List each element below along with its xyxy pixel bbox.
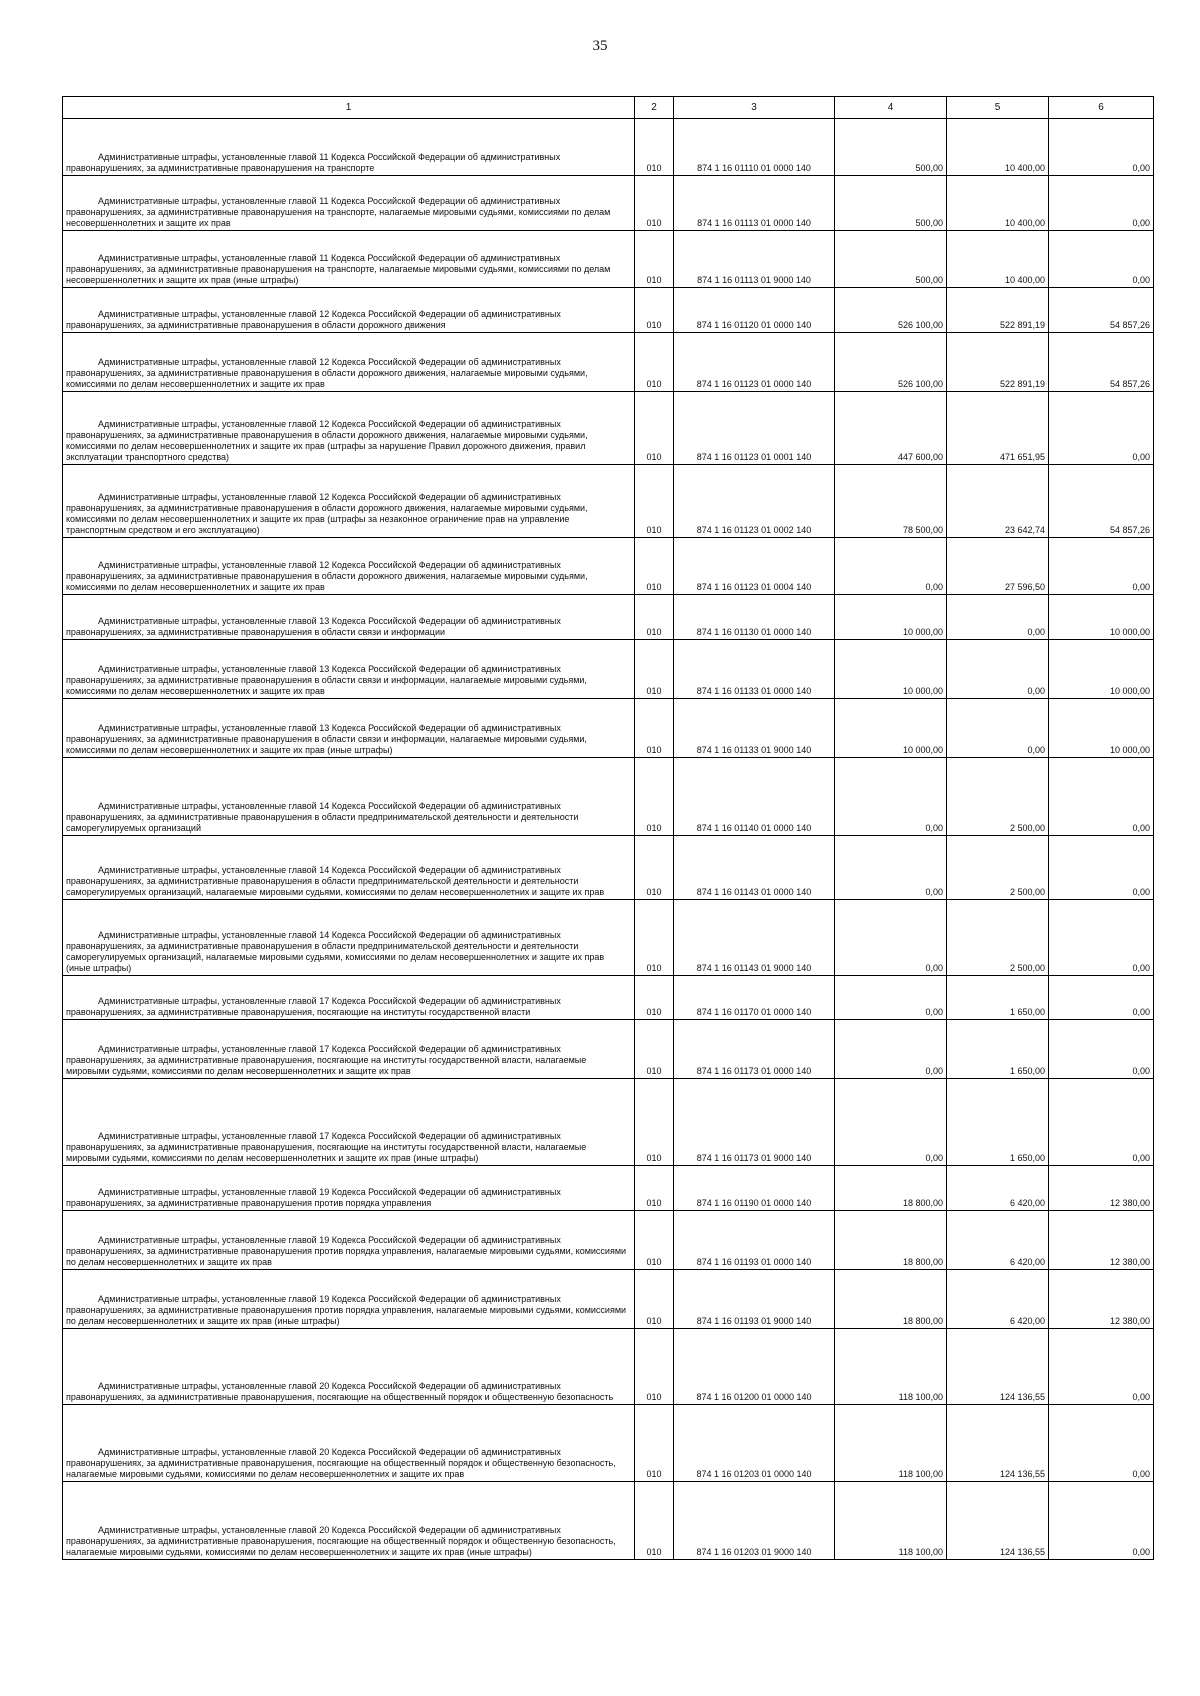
amount-col4-cell: 526 100,00 — [835, 333, 947, 392]
description-text: Административные штрафы, установленные главой 14 Кодекса Российской Федерации об административных правонарушениях, за административные правонарушения в области предпринимательской деятельности и деятельности саморегулируемых организаций — [66, 801, 579, 833]
amount-col5-cell: 0,00 — [947, 640, 1049, 699]
table-row — [63, 288, 1154, 333]
description-cell — [63, 333, 635, 392]
column-header-4: 4 — [835, 97, 947, 119]
table-row — [63, 900, 1154, 976]
description-text: Административные штрафы, установленные главой 12 Кодекса Российской Федерации об административных правонарушениях, за административные правонарушения в области дорожного движения, налагаемые мировыми судьями, комиссиями по делам несовершеннолетних и защите их прав — [66, 357, 588, 389]
amount-col4-cell: 0,00 — [835, 538, 947, 595]
amount-col6-cell: 54 857,26 — [1049, 333, 1154, 392]
amount-col5-cell: 124 136,55 — [947, 1482, 1049, 1560]
amount-col5-cell: 522 891,19 — [947, 288, 1049, 333]
amount-col4-cell: 118 100,00 — [835, 1329, 947, 1405]
budget-code-cell: 874 1 16 01133 01 9000 140 — [674, 699, 835, 758]
budget-code-cell: 874 1 16 01170 01 0000 140 — [674, 976, 835, 1020]
amount-col5-cell: 6 420,00 — [947, 1166, 1049, 1211]
description-cell — [63, 1020, 635, 1079]
description-text: Административные штрафы, установленные главой 20 Кодекса Российской Федерации об административных правонарушениях, за административные правонарушения, посягающие на общественный порядок и общественную безопасность, налагаемые мировыми судьями, комиссиями по делам несовершеннолетних и защите их прав (иные штрафы) — [66, 1525, 616, 1557]
amount-col4-cell: 18 800,00 — [835, 1166, 947, 1211]
description-text: Административные штрафы, установленные главой 14 Кодекса Российской Федерации об административных правонарушениях, за административные правонарушения в области предпринимательской деятельности и деятельности саморегулируемых организаций, налагаемые мировыми судьями, комиссиями по делам несовершеннолетних и защите их прав — [66, 865, 605, 897]
amount-col6-cell: 0,00 — [1049, 176, 1154, 231]
table-row — [63, 465, 1154, 538]
amount-col4-cell: 0,00 — [835, 836, 947, 900]
column-header-1: 1 — [63, 97, 635, 119]
description-text: Административные штрафы, установленные главой 17 Кодекса Российской Федерации об административных правонарушениях, за административные правонарушения, посягающие на институты государственной власти — [66, 996, 561, 1017]
amount-col5-cell: 6 420,00 — [947, 1211, 1049, 1270]
amount-col4-cell: 10 000,00 — [835, 699, 947, 758]
table-row — [63, 758, 1154, 836]
table-row — [63, 1270, 1154, 1329]
table-row — [63, 176, 1154, 231]
line-code-cell: 010 — [635, 640, 674, 699]
amount-col6-cell: 0,00 — [1049, 231, 1154, 288]
description-text: Административные штрафы, установленные главой 20 Кодекса Российской Федерации об административных правонарушениях, за административные правонарушения, посягающие на общественный порядок и общественную безопасность — [66, 1381, 614, 1402]
amount-col6-cell: 0,00 — [1049, 392, 1154, 465]
amount-col5-cell: 6 420,00 — [947, 1270, 1049, 1329]
budget-code-cell: 874 1 16 01130 01 0000 140 — [674, 595, 835, 640]
amount-col4-cell: 10 000,00 — [835, 640, 947, 699]
description-text: Административные штрафы, установленные главой 14 Кодекса Российской Федерации об административных правонарушениях, за административные правонарушения в области предпринимательской деятельности и деятельности саморегулируемых организаций, налагаемые мировыми судьями, комиссиями по делам несовершеннолетних и защите их прав (иные штрафы) — [66, 930, 605, 973]
line-code-cell: 010 — [635, 900, 674, 976]
description-text: Административные штрафы, установленные главой 13 Кодекса Российской Федерации об административных правонарушениях, за административные правонарушения в области связи и информации, налагаемые мировыми судьями, комиссиями по делам несовершеннолетних и защите их прав — [66, 664, 587, 696]
budget-code-cell: 874 1 16 01133 01 0000 140 — [674, 640, 835, 699]
table-row — [63, 538, 1154, 595]
amount-col4-cell: 500,00 — [835, 231, 947, 288]
amount-col4-cell: 0,00 — [835, 976, 947, 1020]
amount-col6-cell: 10 000,00 — [1049, 595, 1154, 640]
description-cell — [63, 1211, 635, 1270]
amount-col6-cell: 10 000,00 — [1049, 640, 1154, 699]
table-row — [63, 119, 1154, 176]
line-code-cell: 010 — [635, 699, 674, 758]
amount-col5-cell: 0,00 — [947, 595, 1049, 640]
amount-col6-cell: 10 000,00 — [1049, 699, 1154, 758]
line-code-cell: 010 — [635, 538, 674, 595]
line-code-cell: 010 — [635, 1020, 674, 1079]
description-text: Административные штрафы, установленные главой 17 Кодекса Российской Федерации об административных правонарушениях, за административные правонарушения, посягающие на институты государственной власти, налагаемые мировыми судьями, комиссиями по делам несовершеннолетних и защите их прав (иные штрафы) — [66, 1131, 587, 1163]
amount-col6-cell: 12 380,00 — [1049, 1211, 1154, 1270]
budget-code-cell: 874 1 16 01200 01 0000 140 — [674, 1329, 835, 1405]
description-cell — [63, 1270, 635, 1329]
line-code-cell: 010 — [635, 288, 674, 333]
amount-col6-cell: 0,00 — [1049, 1482, 1154, 1560]
amount-col6-cell: 54 857,26 — [1049, 465, 1154, 538]
amount-col6-cell: 12 380,00 — [1049, 1166, 1154, 1211]
budget-code-cell: 874 1 16 01193 01 9000 140 — [674, 1270, 835, 1329]
description-text: Административные штрафы, установленные главой 20 Кодекса Российской Федерации об административных правонарушениях, за административные правонарушения, посягающие на общественный порядок и общественную безопасность, налагаемые мировыми судьями, комиссиями по делам несовершеннолетних и защите их прав — [66, 1447, 616, 1479]
amount-col6-cell: 0,00 — [1049, 119, 1154, 176]
column-header-2: 2 — [635, 97, 674, 119]
description-text: Административные штрафы, установленные главой 12 Кодекса Российской Федерации об административных правонарушениях, за административные правонарушения в области дорожного движения, налагаемые мировыми судьями, комиссиями по делам несовершеннолетних и защите их прав — [66, 560, 588, 592]
description-cell — [63, 976, 635, 1020]
description-cell — [63, 1079, 635, 1166]
description-cell — [63, 1405, 635, 1482]
budget-code-cell: 874 1 16 01190 01 0000 140 — [674, 1166, 835, 1211]
amount-col4-cell: 0,00 — [835, 758, 947, 836]
description-text: Административные штрафы, установленные главой 13 Кодекса Российской Федерации об административных правонарушениях, за административные правонарушения в области связи и информации, налагаемые мировыми судьями, комиссиями по делам несовершеннолетних и защите их прав (иные штрафы) — [66, 723, 587, 755]
table-row — [63, 1020, 1154, 1079]
description-cell — [63, 595, 635, 640]
amount-col5-cell: 522 891,19 — [947, 333, 1049, 392]
description-text: Административные штрафы, установленные главой 11 Кодекса Российской Федерации об административных правонарушениях, за административные правонарушения на транспорте — [66, 152, 561, 173]
table-row — [63, 699, 1154, 758]
amount-col6-cell: 0,00 — [1049, 1020, 1154, 1079]
description-cell — [63, 1482, 635, 1560]
budget-code-cell: 874 1 16 01113 01 0000 140 — [674, 176, 835, 231]
report-table-body — [63, 97, 1154, 1560]
amount-col5-cell: 0,00 — [947, 699, 1049, 758]
amount-col6-cell: 0,00 — [1049, 976, 1154, 1020]
description-cell — [63, 1329, 635, 1405]
budget-code-cell: 874 1 16 01123 01 0001 140 — [674, 392, 835, 465]
amount-col6-cell: 0,00 — [1049, 1079, 1154, 1166]
table-row — [63, 976, 1154, 1020]
amount-col5-cell: 10 400,00 — [947, 176, 1049, 231]
amount-col5-cell: 1 650,00 — [947, 1020, 1049, 1079]
description-text: Административные штрафы, установленные главой 19 Кодекса Российской Федерации об административных правонарушениях, за административные правонарушения против порядка управления, налагаемые мировыми судьями, комиссиями по делам несовершеннолетних и защите их прав (иные штрафы) — [66, 1294, 627, 1326]
table-row — [63, 595, 1154, 640]
amount-col5-cell: 2 500,00 — [947, 900, 1049, 976]
page-number: 35 — [592, 38, 608, 54]
description-cell — [63, 640, 635, 699]
line-code-cell: 010 — [635, 119, 674, 176]
amount-col4-cell: 447 600,00 — [835, 392, 947, 465]
amount-col5-cell: 23 642,74 — [947, 465, 1049, 538]
amount-col4-cell: 0,00 — [835, 1079, 947, 1166]
budget-code-cell: 874 1 16 01123 01 0002 140 — [674, 465, 835, 538]
budget-code-cell: 874 1 16 01143 01 0000 140 — [674, 836, 835, 900]
amount-col6-cell: 0,00 — [1049, 1405, 1154, 1482]
line-code-cell: 010 — [635, 176, 674, 231]
amount-col4-cell: 18 800,00 — [835, 1270, 947, 1329]
description-cell — [63, 699, 635, 758]
line-code-cell: 010 — [635, 333, 674, 392]
line-code-cell: 010 — [635, 758, 674, 836]
column-header-6: 6 — [1049, 97, 1154, 119]
table-row — [63, 836, 1154, 900]
budget-code-cell: 874 1 16 01123 01 0004 140 — [674, 538, 835, 595]
line-code-cell: 010 — [635, 1211, 674, 1270]
amount-col6-cell: 0,00 — [1049, 836, 1154, 900]
description-cell — [63, 900, 635, 976]
amount-col5-cell: 10 400,00 — [947, 119, 1049, 176]
budget-code-cell: 874 1 16 01203 01 0000 140 — [674, 1405, 835, 1482]
line-code-cell: 010 — [635, 976, 674, 1020]
table-row — [63, 1079, 1154, 1166]
description-text: Административные штрафы, установленные главой 12 Кодекса Российской Федерации об административных правонарушениях, за административные правонарушения в области дорожного движения, налагаемые мировыми судьями, комиссиями по делам несовершеннолетних и защите их прав (штрафы за нарушение Правил дорожного движения, правил эксплуатации транспортного средства) — [66, 419, 588, 462]
line-code-cell: 010 — [635, 1482, 674, 1560]
description-text: Административные штрафы, установленные главой 19 Кодекса Российской Федерации об административных правонарушениях, за административные правонарушения против порядка управления, налагаемые мировыми судьями, комиссиями по делам несовершеннолетних и защите их прав — [66, 1235, 627, 1267]
amount-col4-cell: 118 100,00 — [835, 1405, 947, 1482]
description-cell — [63, 836, 635, 900]
description-text: Административные штрафы, установленные главой 13 Кодекса Российской Федерации об административных правонарушениях, за административные правонарушения в области связи и информации — [66, 616, 561, 637]
line-code-cell: 010 — [635, 1329, 674, 1405]
table-row — [63, 1166, 1154, 1211]
line-code-cell: 010 — [635, 392, 674, 465]
amount-col4-cell: 526 100,00 — [835, 288, 947, 333]
column-header-3: 3 — [674, 97, 835, 119]
description-text: Административные штрафы, установленные главой 11 Кодекса Российской Федерации об административных правонарушениях, за административные правонарушения на транспорте, налагаемые мировыми судьями, комиссиями по делам несовершеннолетних и защите их прав (иные штрафы) — [66, 253, 611, 285]
amount-col6-cell: 0,00 — [1049, 1329, 1154, 1405]
description-text: Административные штрафы, установленные главой 17 Кодекса Российской Федерации об административных правонарушениях, за административные правонарушения, посягающие на институты государственной власти, налагаемые мировыми судьями, комиссиями по делам несовершеннолетних и защите их прав — [66, 1044, 587, 1076]
description-cell — [63, 1166, 635, 1211]
amount-col4-cell: 0,00 — [835, 900, 947, 976]
line-code-cell: 010 — [635, 595, 674, 640]
budget-code-cell: 874 1 16 01173 01 0000 140 — [674, 1020, 835, 1079]
line-code-cell: 010 — [635, 1166, 674, 1211]
amount-col6-cell: 54 857,26 — [1049, 288, 1154, 333]
amount-col4-cell: 500,00 — [835, 119, 947, 176]
amount-col4-cell: 0,00 — [835, 1020, 947, 1079]
description-cell — [63, 176, 635, 231]
amount-col5-cell: 124 136,55 — [947, 1405, 1049, 1482]
line-code-cell: 010 — [635, 836, 674, 900]
amount-col5-cell: 1 650,00 — [947, 1079, 1049, 1166]
amount-col5-cell: 2 500,00 — [947, 836, 1049, 900]
description-cell — [63, 231, 635, 288]
description-cell — [63, 538, 635, 595]
budget-code-cell: 874 1 16 01120 01 0000 140 — [674, 288, 835, 333]
amount-col4-cell: 500,00 — [835, 176, 947, 231]
table-row — [63, 1329, 1154, 1405]
amount-col5-cell: 471 651,95 — [947, 392, 1049, 465]
amount-col4-cell: 18 800,00 — [835, 1211, 947, 1270]
amount-col5-cell: 2 500,00 — [947, 758, 1049, 836]
report-table — [62, 96, 1154, 1560]
description-text: Административные штрафы, установленные главой 11 Кодекса Российской Федерации об административных правонарушениях, за административные правонарушения на транспорте, налагаемые мировыми судьями, комиссиями по делам несовершеннолетних и защите их прав — [66, 196, 611, 228]
budget-code-cell: 874 1 16 01113 01 9000 140 — [674, 231, 835, 288]
amount-col5-cell: 27 596,50 — [947, 538, 1049, 595]
amount-col5-cell: 124 136,55 — [947, 1329, 1049, 1405]
description-text: Административные штрафы, установленные главой 12 Кодекса Российской Федерации об административных правонарушениях, за административные правонарушения в области дорожного движения, налагаемые мировыми судьями, комиссиями по делам несовершеннолетних и защите их прав (штрафы за незаконное ограничение прав на управление транспортным средством и его эксплуатацию) — [66, 492, 588, 535]
column-header-5: 5 — [947, 97, 1049, 119]
line-code-cell: 010 — [635, 465, 674, 538]
amount-col5-cell: 1 650,00 — [947, 976, 1049, 1020]
table-row — [63, 333, 1154, 392]
budget-code-cell: 874 1 16 01173 01 9000 140 — [674, 1079, 835, 1166]
amount-col4-cell: 10 000,00 — [835, 595, 947, 640]
description-cell — [63, 288, 635, 333]
line-code-cell: 010 — [635, 231, 674, 288]
description-text: Административные штрафы, установленные главой 12 Кодекса Российской Федерации об административных правонарушениях, за административные правонарушения в области дорожного движения — [66, 309, 561, 330]
amount-col6-cell: 0,00 — [1049, 538, 1154, 595]
amount-col6-cell: 0,00 — [1049, 900, 1154, 976]
header-row — [63, 97, 1154, 119]
table-row — [63, 1482, 1154, 1560]
table-row — [63, 231, 1154, 288]
table-row — [63, 640, 1154, 699]
budget-code-cell: 874 1 16 01123 01 0000 140 — [674, 333, 835, 392]
line-code-cell: 010 — [635, 1079, 674, 1166]
amount-col6-cell: 12 380,00 — [1049, 1270, 1154, 1329]
description-text: Административные штрафы, установленные главой 19 Кодекса Российской Федерации об административных правонарушениях, за административные правонарушения против порядка управления — [66, 1187, 561, 1208]
table-row — [63, 1405, 1154, 1482]
description-cell — [63, 758, 635, 836]
table-row — [63, 1211, 1154, 1270]
description-cell — [63, 465, 635, 538]
amount-col5-cell: 10 400,00 — [947, 231, 1049, 288]
table-row — [63, 392, 1154, 465]
amount-col6-cell: 0,00 — [1049, 758, 1154, 836]
description-cell — [63, 119, 635, 176]
budget-code-cell: 874 1 16 01110 01 0000 140 — [674, 119, 835, 176]
budget-code-cell: 874 1 16 01140 01 0000 140 — [674, 758, 835, 836]
budget-code-cell: 874 1 16 01203 01 9000 140 — [674, 1482, 835, 1560]
budget-code-cell: 874 1 16 01143 01 9000 140 — [674, 900, 835, 976]
budget-code-cell: 874 1 16 01193 01 0000 140 — [674, 1211, 835, 1270]
description-cell — [63, 392, 635, 465]
line-code-cell: 010 — [635, 1405, 674, 1482]
line-code-cell: 010 — [635, 1270, 674, 1329]
amount-col4-cell: 118 100,00 — [835, 1482, 947, 1560]
amount-col4-cell: 78 500,00 — [835, 465, 947, 538]
